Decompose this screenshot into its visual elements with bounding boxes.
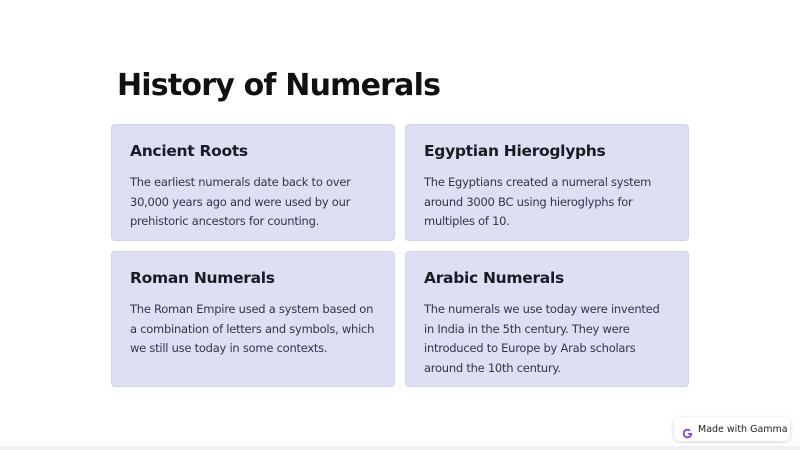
badge-label: Made with Gamma <box>698 423 788 435</box>
card-ancient-roots <box>111 124 395 241</box>
card-title: Egyptian Hieroglyphs <box>424 142 606 160</box>
bottom-divider <box>0 446 800 450</box>
card-body: The Egyptians created a numeral system around 3000 BC using hieroglyphs for multiples of 10. <box>424 175 652 228</box>
card-body: The Roman Empire used a system based on a combination of letters and symbols, which we still use today in some contexts. <box>130 302 375 355</box>
made-with-gamma-button[interactable] <box>674 417 790 441</box>
card-roman-numerals <box>111 251 395 387</box>
card-title: Arabic Numerals <box>424 269 564 287</box>
card-body: The earliest numerals date back to over 30,000 years ago and were used by our prehistoric ancestors for counting. <box>130 175 351 228</box>
card-body: The numerals we use today were invented in India in the 5th century. They were introduced to Europe by Arab scholars around the 10th century. <box>424 302 660 375</box>
gamma-logo-icon <box>682 424 693 435</box>
card-title: Roman Numerals <box>130 269 275 287</box>
card-arabic-numerals <box>405 251 689 387</box>
card-egyptian-hieroglyphs <box>405 124 689 241</box>
slide-title: History of Numerals <box>117 68 441 103</box>
card-title: Ancient Roots <box>130 142 248 160</box>
